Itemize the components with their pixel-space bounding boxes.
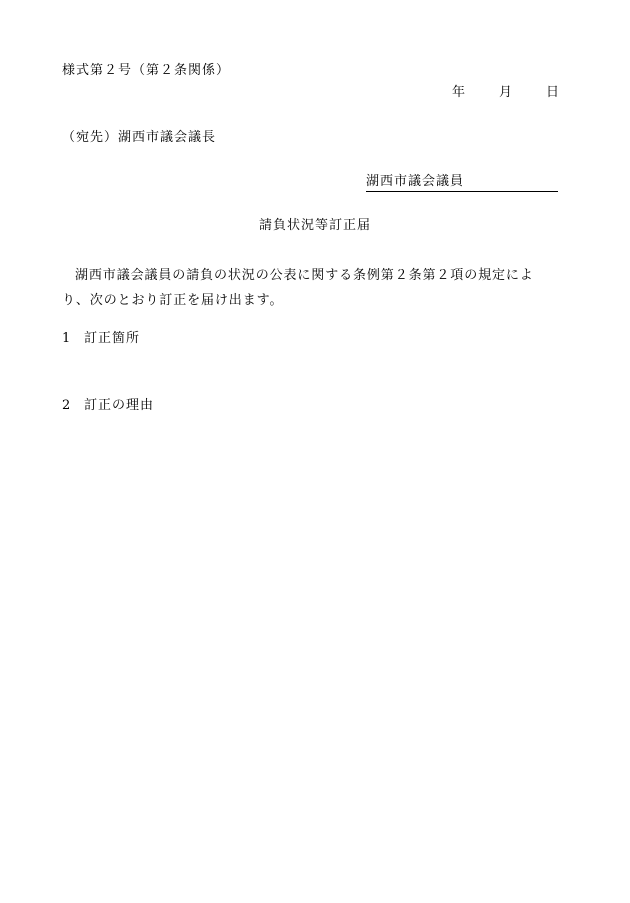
date-day-label: 日 <box>546 85 561 100</box>
list-item <box>62 398 154 414</box>
item-label: 訂正箇所 <box>84 331 141 346</box>
item-number: 2 <box>62 398 72 413</box>
body-paragraph: 湖西市議会議員の請負の状況の公表に関する条例第２条第２項の規定により、次のとおり訂正を届け出ます。 <box>62 268 534 308</box>
document-title: 請負状況等訂正届 <box>258 218 371 233</box>
sender-label: 湖西市議会議員 <box>366 174 465 189</box>
date-month-label: 月 <box>499 85 514 100</box>
item-label: 訂正の理由 <box>84 398 155 413</box>
sender-line <box>366 174 558 192</box>
form-number-label: 様式第２号（第２条関係） <box>62 63 231 78</box>
addressee: （宛先）湖西市議会議長 <box>62 130 217 145</box>
item-number: 1 <box>62 331 72 346</box>
date-year-label: 年 <box>452 85 467 100</box>
date-row <box>452 85 560 101</box>
list-item <box>62 331 140 347</box>
